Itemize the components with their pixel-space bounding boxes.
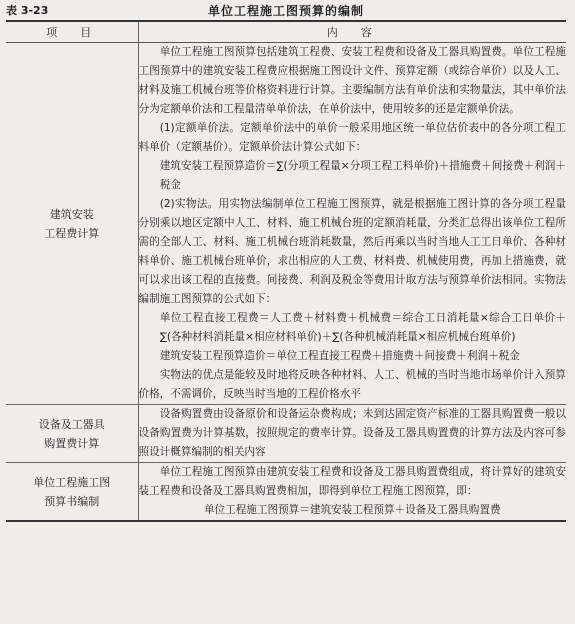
content-paragraph: (2)实物法。用实物法编制单位工程施工图预算，就是根据施工图计算的各分项工程量分别乘以地区定额中人工、材料、施工机械台班的定额消耗量，分类汇总得出该单位工程所需的全部人工、材料、施工机械台班消耗数量，然后再乘以当时当地人工工日单价、各种材料单价、施工机械台班单价，求出相应的人工费、材料费、机械使用费，再加上措施费，就可以求出该工程的直接费。间接费、利润及税金等费用计取方法与预算单价法相同。实物法编制施工图预算的公式如下： xyxy=(138,198,566,305)
item-label-line: 工程费计算 xyxy=(44,226,100,240)
item-label-line: 建筑安装 xyxy=(49,207,94,221)
table-row xyxy=(6,405,566,463)
item-cell xyxy=(6,405,138,463)
content-paragraph: 设备购置费由设备原价和设备运杂费构成；未到达固定资产标准的工器具购置费一般以设备购置费为计算基数，按照规定的费率计算。设备及工器具购置费的计算方法及内容可参照设计概算编制的相关内容 xyxy=(138,408,566,458)
formula: 建筑安装工程预算造价＝单位工程直接工程费＋措施费＋间接费＋利润＋税金 xyxy=(159,350,520,362)
header-item: 项 目 xyxy=(6,21,138,43)
item-label-line: 预算书编制 xyxy=(44,494,100,508)
formula: 单位工程施工图预算＝建筑安装工程预算＋设备及工器具购置费 xyxy=(203,504,501,516)
content-paragraph: 实物法的优点是能较及时地将反映各种材料、人工、机械的当时当地市场单价计入预算价格，不需调价，反映当时当地的工程价格水平 xyxy=(138,369,566,400)
table-header-row xyxy=(6,21,566,43)
content-cell xyxy=(138,405,566,463)
table-title: 单位工程施工图预算的编制 xyxy=(207,4,364,18)
content-cell xyxy=(138,463,566,522)
table-caption xyxy=(6,2,566,18)
table-row xyxy=(6,463,566,522)
table-row xyxy=(6,43,566,405)
item-cell xyxy=(6,43,138,405)
item-label-line: 购置费计算 xyxy=(44,436,100,450)
content-paragraph: (1)定额单价法。定额单价法中的单价一般采用地区统一单位估价表中的各分项工程工料单价（定额基价）。定额单价法计算公式如下： xyxy=(138,122,566,153)
table-number: 表 3-23 xyxy=(6,4,49,17)
header-content: 内 容 xyxy=(138,21,566,43)
formula: 建筑安装工程预算造价＝∑(分项工程量×分项工程工料单价)＋措施费＋间接费＋利润＋税金 xyxy=(159,160,566,191)
budget-table xyxy=(6,20,566,522)
content-cell xyxy=(138,43,566,405)
item-label-line: 设备及工器具 xyxy=(38,417,105,431)
item-label-line: 单位工程施工图 xyxy=(33,475,111,489)
formula: 单位工程直接工程费＝人工费＋材料费＋机械费＝综合工日消耗量×综合工日单价＋∑(各种材料消耗量×相应材料单价)＋∑(各种机械消耗量×相应机械台班单价) xyxy=(159,312,566,343)
item-cell xyxy=(6,463,138,522)
content-paragraph: 单位工程施工图预算由建筑安装工程费和设备及工器具购置费组成，将计算好的建筑安装工程费和设备及工器具购置费相加，即得到单位工程施工图预算，即： xyxy=(138,466,566,497)
content-paragraph: 单位工程施工图预算包括建筑工程费、安装工程费和设备及工器具购置费。单位工程施工图预算中的建筑安装工程费应根据施工图设计文件、预算定额（或综合单价）以及人工、材料及施工机械台班等价格资料进行计算。主要编制方法有单价法和实物量法，其中单价法分为定额单价法和工程量清单单价法，在单价法中，使用较多的还是定额单价法。 xyxy=(138,46,566,115)
